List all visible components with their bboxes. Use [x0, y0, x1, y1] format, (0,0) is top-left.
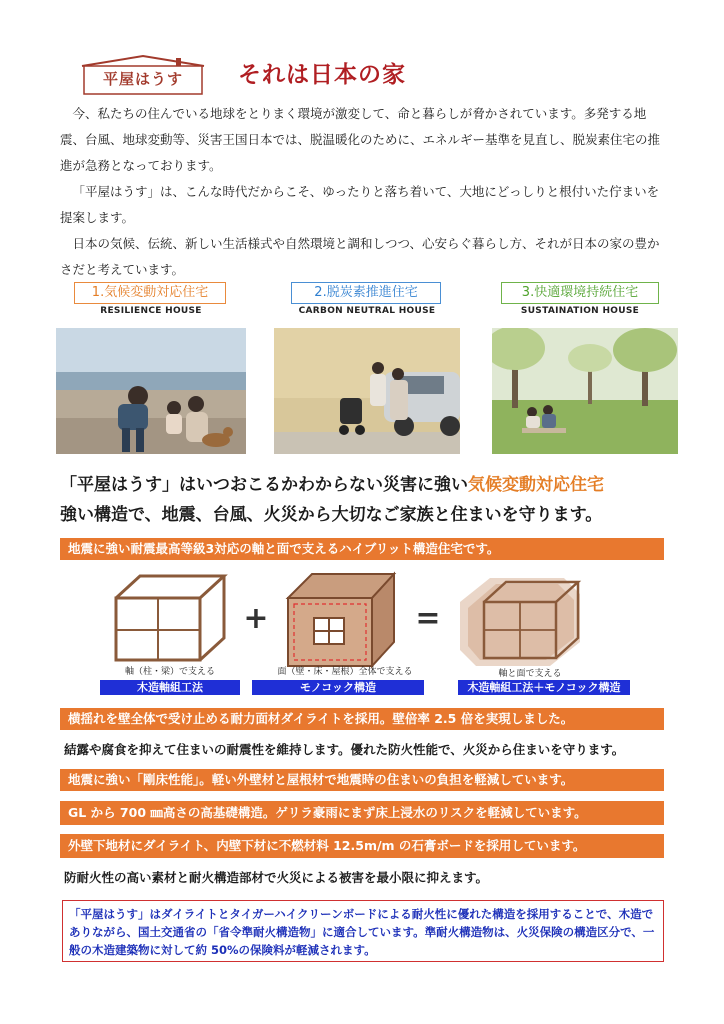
- feature-text: 防耐火性の高い素材と耐火構造部材で火災による被害を最小限に抑えます。: [64, 870, 489, 885]
- category-label-resilience: 1.気候変動対応住宅: [74, 282, 226, 304]
- headline-disaster: [60, 470, 680, 495]
- tag-wood-frame: 木造軸組工法: [100, 680, 240, 695]
- brand-logo: [78, 52, 208, 96]
- frame-box-icon: [116, 576, 224, 660]
- hybrid-box-icon: [460, 578, 580, 666]
- tag-monocoque: モノコック構造: [252, 680, 424, 695]
- logo-text: 平屋はうす: [102, 70, 183, 88]
- headline-protect: 強い構造で、地震、台風、火災から大切なご家族と住まいを守ります。: [60, 505, 603, 525]
- tag-hybrid: 木造軸組工法＋モノコック構造: [458, 680, 630, 695]
- headline-accent: 気候変動対応住宅: [468, 475, 604, 495]
- photo-park-family: [492, 328, 678, 454]
- photo-beach-family: [56, 328, 246, 454]
- feature-bar: 地震に強い耐震最高等級3対応の軸と面で支えるハイブリット構造住宅です。: [60, 538, 664, 560]
- category-sub-carbon: CARBON NEUTRAL HOUSE: [298, 306, 436, 316]
- equals-sign: =: [415, 601, 441, 636]
- category-label-sustain: 3.快適環境持続住宅: [501, 282, 659, 304]
- feature-bar: GL から 700 ㎜高さの高基礎構造。ゲリラ豪雨にまず床上浸水のリスクを軽減しています。: [60, 801, 664, 825]
- intro-paragraph: 日本の気候、伝統、新しい生活様式や自然環境と調和しつつ、心安らぐ暮らし方、それが日本の家の豊かさだと考えています。: [60, 236, 660, 277]
- feature-text: 結露や腐食を抑えて住まいの耐震性を維持します。優れた防火性能で、火災から住まいを守ります。: [64, 742, 625, 757]
- feature-bar: 外壁下地材にダイライト、内壁下材に不燃材料 12.5m/m の石膏ボードを採用しています。: [60, 834, 664, 858]
- intro-text: [60, 101, 670, 283]
- fire-insurance-notice: 「平屋はうす」はダイライトとタイガーハイクリーンボードによる耐火性に優れた構造を採用することで、木造でありながら、国土交通省の「省令準耐火構造物」に適合しています。準耐火構造物は、火災保険の構造区分で、一般の木造建築物に対して約 50%の保険料が軽減されます。: [62, 900, 664, 962]
- intro-paragraph: 「平屋はうす」は、こんな時代だからこそ、ゆったりと落ち着いて、大地にどっしりと根付いた佇まいを提案します。: [60, 184, 660, 225]
- feature-bar: 横揺れを壁全体で受け止める耐力面材ダイライトを採用。壁倍率 2.5 倍を実現しました。: [60, 708, 664, 730]
- panel-box-icon: [288, 574, 394, 666]
- feature-bar: 地震に強い「剛床性能」。軽い外壁材と屋根材で地震時の住まいの負担を軽減しています。: [60, 769, 664, 791]
- page-title: それは日本の家: [238, 62, 406, 88]
- intro-paragraph: 今、私たちの住んでいる地球をとりまく環境が激変して、命と暮らしが脅かされています。多発する地震、台風、地球変動等、災害王国日本では、脱温暖化のために、エネルギー基準を見直し、脱炭素住宅の推進が急務となっております。: [60, 106, 661, 173]
- category-label-carbon: 2.脱炭素推進住宅: [291, 282, 441, 304]
- headline-text: 「平屋はうす」はいつおこるかわからない災害に強い: [60, 475, 468, 495]
- category-sub-resilience: RESILIENCE HOUSE: [100, 306, 202, 316]
- structure-diagram: [60, 562, 664, 702]
- caption-axis: 軸（柱・梁）で支える: [124, 667, 215, 677]
- photo-car-family: [274, 328, 460, 454]
- category-sub-sustain: SUSTAINATION HOUSE: [520, 306, 640, 316]
- plus-sign: +: [243, 601, 269, 636]
- structure-illustration: [60, 562, 664, 672]
- caption-panel: 面（壁・床・屋根）全体で支える: [277, 667, 413, 677]
- caption-hybrid: 軸と面で支える: [498, 669, 562, 679]
